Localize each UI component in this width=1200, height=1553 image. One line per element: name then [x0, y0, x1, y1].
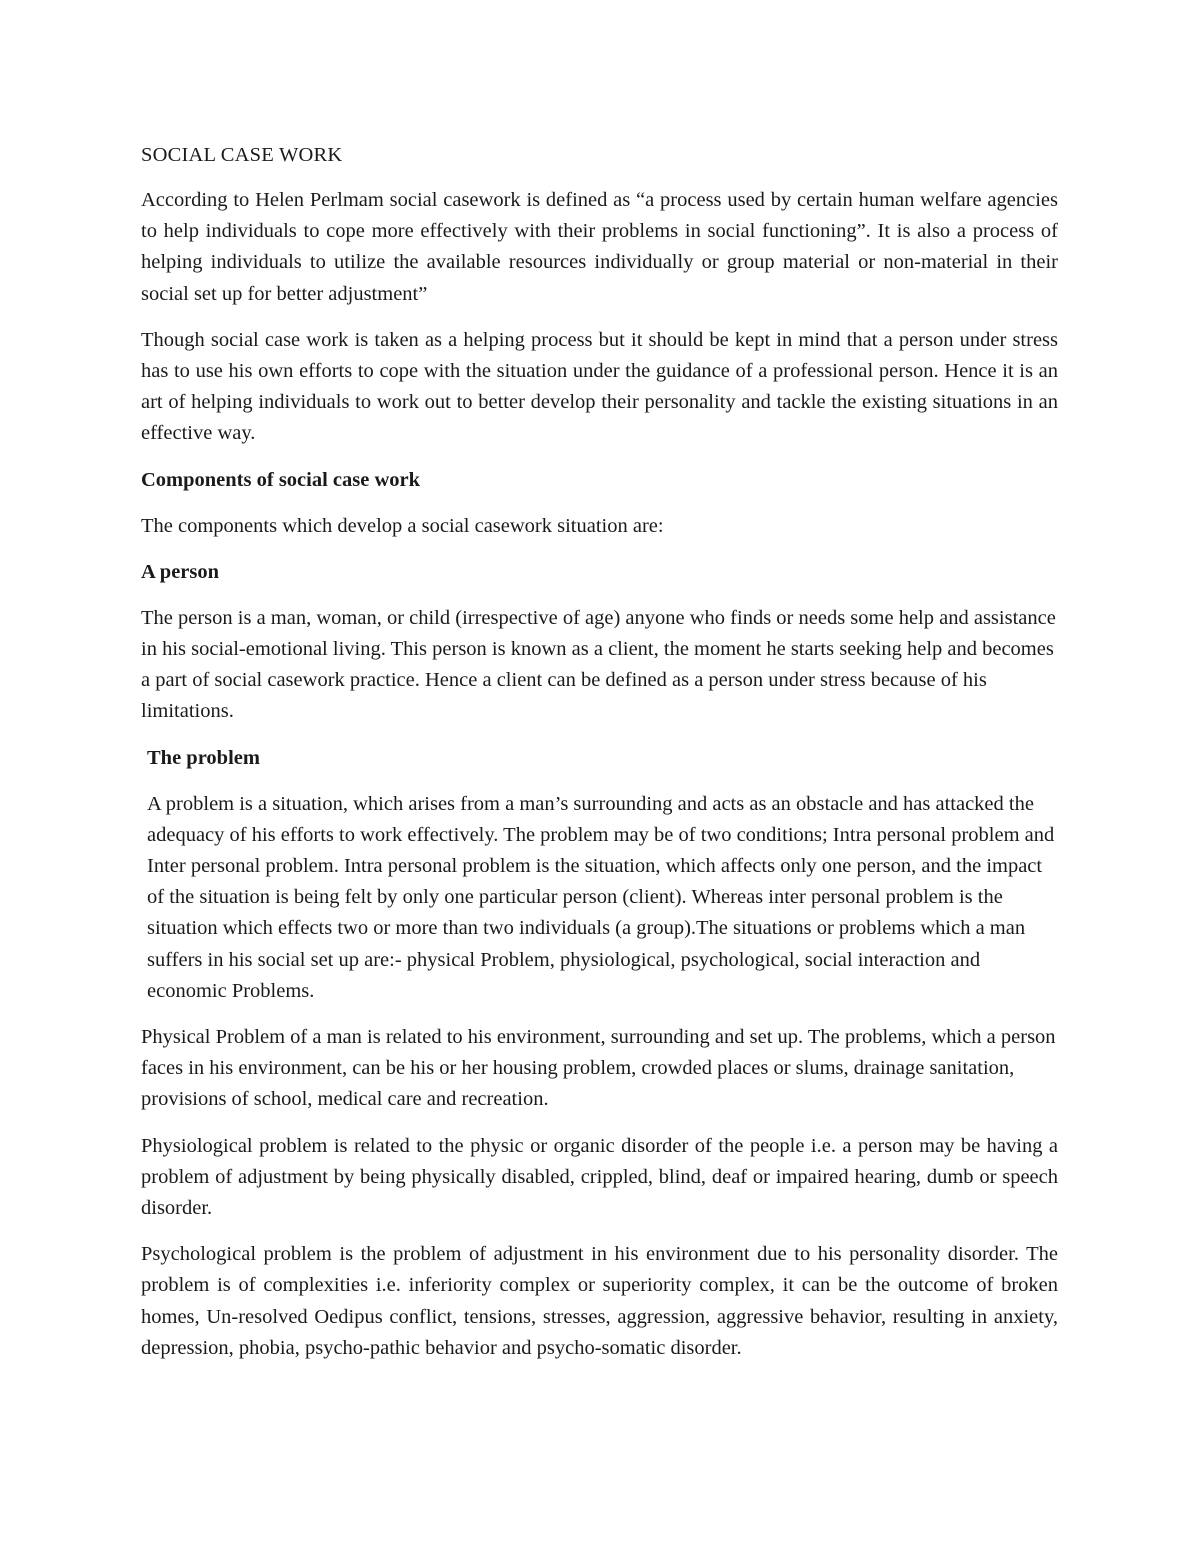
components-intro: The components which develop a social casework situation are:	[141, 514, 664, 537]
document-title: SOCIAL CASE WORK	[141, 144, 343, 166]
document-page	[141, 140, 1058, 1379]
intro-paragraph-2: Though social case work is taken as a helping process but it should be kept in mind that a person under stress has to use his own efforts to cope with the situation under the guidance of a professional person. Hence it is an art of helping individuals to work out to better develop their personality and tackle the existing situations in an effective way.	[141, 328, 1058, 445]
problem-heading: The problem	[147, 746, 260, 769]
psychological-problem-paragraph: Psychological problem is the problem of adjustment in his environment due to his personality disorder. The problem is of complexities i.e. inferiority complex or superiority complex, it can be the outcome of broken homes, Un-resolved Oedipus conflict, tensions, stresses, aggression, aggressive behavior, resulting in anxiety, depression, phobia, psycho-pathic behavior and psycho-somatic disorder.	[141, 1243, 1058, 1359]
person-heading: A person	[141, 560, 220, 583]
problem-paragraph: A problem is a situation, which arises from a man’s surrounding and acts as an obstacle and has attacked the adequacy of his efforts to work effectively. The problem may be of two conditions; Intra personal problem and Inter personal problem. Intra personal problem is the situation, which affects only one person, and the impact of the situation is being felt by only one particular person (client). Whereas inter personal problem is the situation which effects two or more than two individuals (a group).The situations or problems which a man suffers in his social set up are:- physical Problem, physiological, psychological, social interaction and economic Problems.	[147, 792, 1055, 1002]
person-paragraph: The person is a man, woman, or child (irrespective of age) anyone who finds or needs some help and assistance in his social-emotional living. This person is known as a client, the moment he starts seeking help and becomes a part of social casework practice. Hence a client can be defined as a person under stress because of his limitations.	[141, 606, 1056, 723]
physiological-problem-paragraph: Physiological problem is related to the physic or organic disorder of the people i.e. a person may be having a problem of adjustment by being physically disabled, crippled, blind, deaf or impaired hearing, dumb or speech disorder.	[141, 1134, 1058, 1220]
intro-paragraph-1: According to Helen Perlmam social casework is defined as “a process used by certain human welfare agencies to help individuals to cope more effectively with their problems in social functioning”. It is also a process of helping individuals to utilize the available resources individually or group material or non-material in their social set up for better adjustment”	[141, 189, 1058, 305]
physical-problem-paragraph: Physical Problem of a man is related to his environment, surrounding and set up. The problems, which a person faces in his environment, can be his or her housing problem, crowded places or slums, drainage sanitation, provisions of school, medical care and recreation.	[141, 1026, 1056, 1111]
components-heading: Components of social case work	[141, 468, 421, 491]
